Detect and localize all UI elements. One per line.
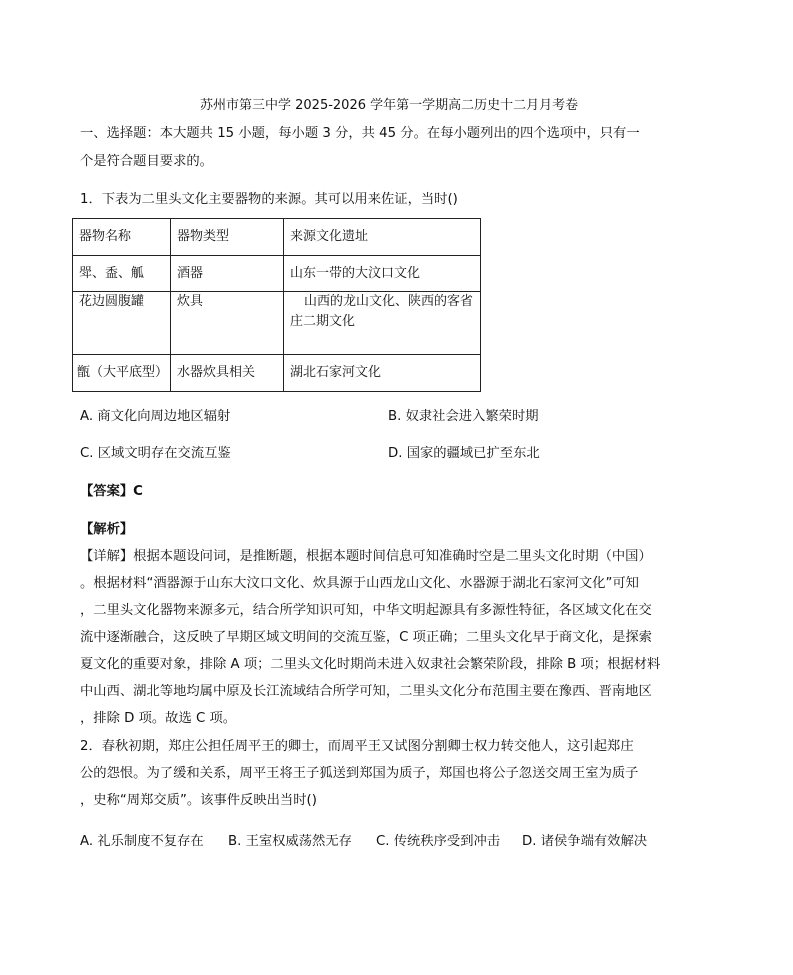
q1-option-c: C. 区域文明存在交流互鉴	[80, 446, 231, 461]
q1-stem: 1．下表为二里头文化主要器物的来源。其可以用来佐证，当时()	[80, 192, 458, 207]
q1-analysis-line: 流中逐渐融合，这反映了早期区域文明间的交流互鉴，C 项正确；二里头文化早于商文化，是探索	[80, 630, 652, 645]
exam-title: 苏州市第三中学 2025-2026 学年第一学期高二历史十二月月考卷	[200, 98, 579, 113]
q1-answer: 【答案】C	[80, 484, 143, 499]
q1-analysis-line: 夏文化的重要对象，排除 A 项；二里头文化时期尚未进入奴隶社会繁荣阶段，排除 B 项；根据材料	[80, 657, 661, 672]
table-cell: 甑（大平底型）	[73, 355, 171, 392]
table-cell: 花边圆腹罐	[73, 292, 171, 355]
q1-analysis-line: 【详解】根据本题设问词，是推断题，根据本题时间信息可知准确时空是二里头文化时期（中国）	[80, 549, 652, 564]
table-header-cell: 来源文化遗址	[284, 219, 481, 256]
table-header-cell: 器物类型	[171, 219, 284, 256]
table-cell: 水器炊具相关	[171, 355, 284, 392]
q2-option-b: B. 王室权威荡然无存	[228, 834, 352, 849]
q2-stem-line: 公的怨恨。为了缓和关系，周平王将王子狐送到郑国为质子，郑国也将公子忽送交周王室为质子	[80, 766, 639, 781]
q1-analysis-line: 。根据材料“酒器源于山东大汶口文化、炊具源于山西龙山文化、水器源于湖北石家河文化”可知	[80, 576, 639, 591]
table-cell: 斝、盉、觚	[73, 256, 171, 292]
q1-option-d: D. 国家的疆域已扩至东北	[388, 446, 540, 461]
q2-option-a: A. 礼乐制度不复存在	[80, 834, 204, 849]
table-row	[73, 256, 481, 292]
q2-stem-line: 2．春秋初期，郑庄公担任周平王的卿士，而周平王又试图分割卿士权力转交他人，这引起郑庄	[80, 739, 634, 754]
q1-analysis-line: ，二里头文化器物来源多元，结合所学知识可知，中华文明起源具有多源性特征，各区域文化在交	[80, 603, 652, 618]
q2-stem-line: ，史称“周郑交质”。该事件反映出当时()	[80, 793, 317, 808]
q1-analysis-label: 【解析】	[80, 522, 134, 537]
table-header-row	[73, 219, 481, 256]
section-heading-line-2: 个是符合题目要求的。	[80, 154, 213, 169]
table-row	[73, 355, 481, 392]
section-heading-line-1: 一、选择题：本大题共 15 小题，每小题 3 分，共 45 分。在每小题列出的四个选项中，只有一	[80, 126, 640, 141]
q1-analysis-line: ，排除 D 项。故选 C 项。	[80, 711, 237, 726]
table-cell: 山东一带的大汶口文化	[284, 256, 481, 292]
q1-option-a: A. 商文化向周边地区辐射	[80, 409, 231, 424]
table-cell: 湖北石家河文化	[284, 355, 481, 392]
table-cell: 山西的龙山文化、陕西的客省庄二期文化	[284, 292, 481, 355]
q1-analysis-line: 中山西、湖北等地均属中原及长江流域结合所学可知，二里头文化分布范围主要在豫西、晋南地区	[80, 684, 652, 699]
table-cell: 炊具	[171, 292, 284, 355]
table-row	[73, 292, 481, 355]
table-cell: 酒器	[171, 256, 284, 292]
q2-option-c: C. 传统秩序受到冲击	[376, 834, 501, 849]
q2-option-d: D. 诸侯争端有效解决	[522, 834, 648, 849]
table-header-cell: 器物名称	[73, 219, 171, 256]
q1-source-table	[72, 218, 481, 392]
q1-option-b: B. 奴隶社会进入繁荣时期	[388, 409, 539, 424]
